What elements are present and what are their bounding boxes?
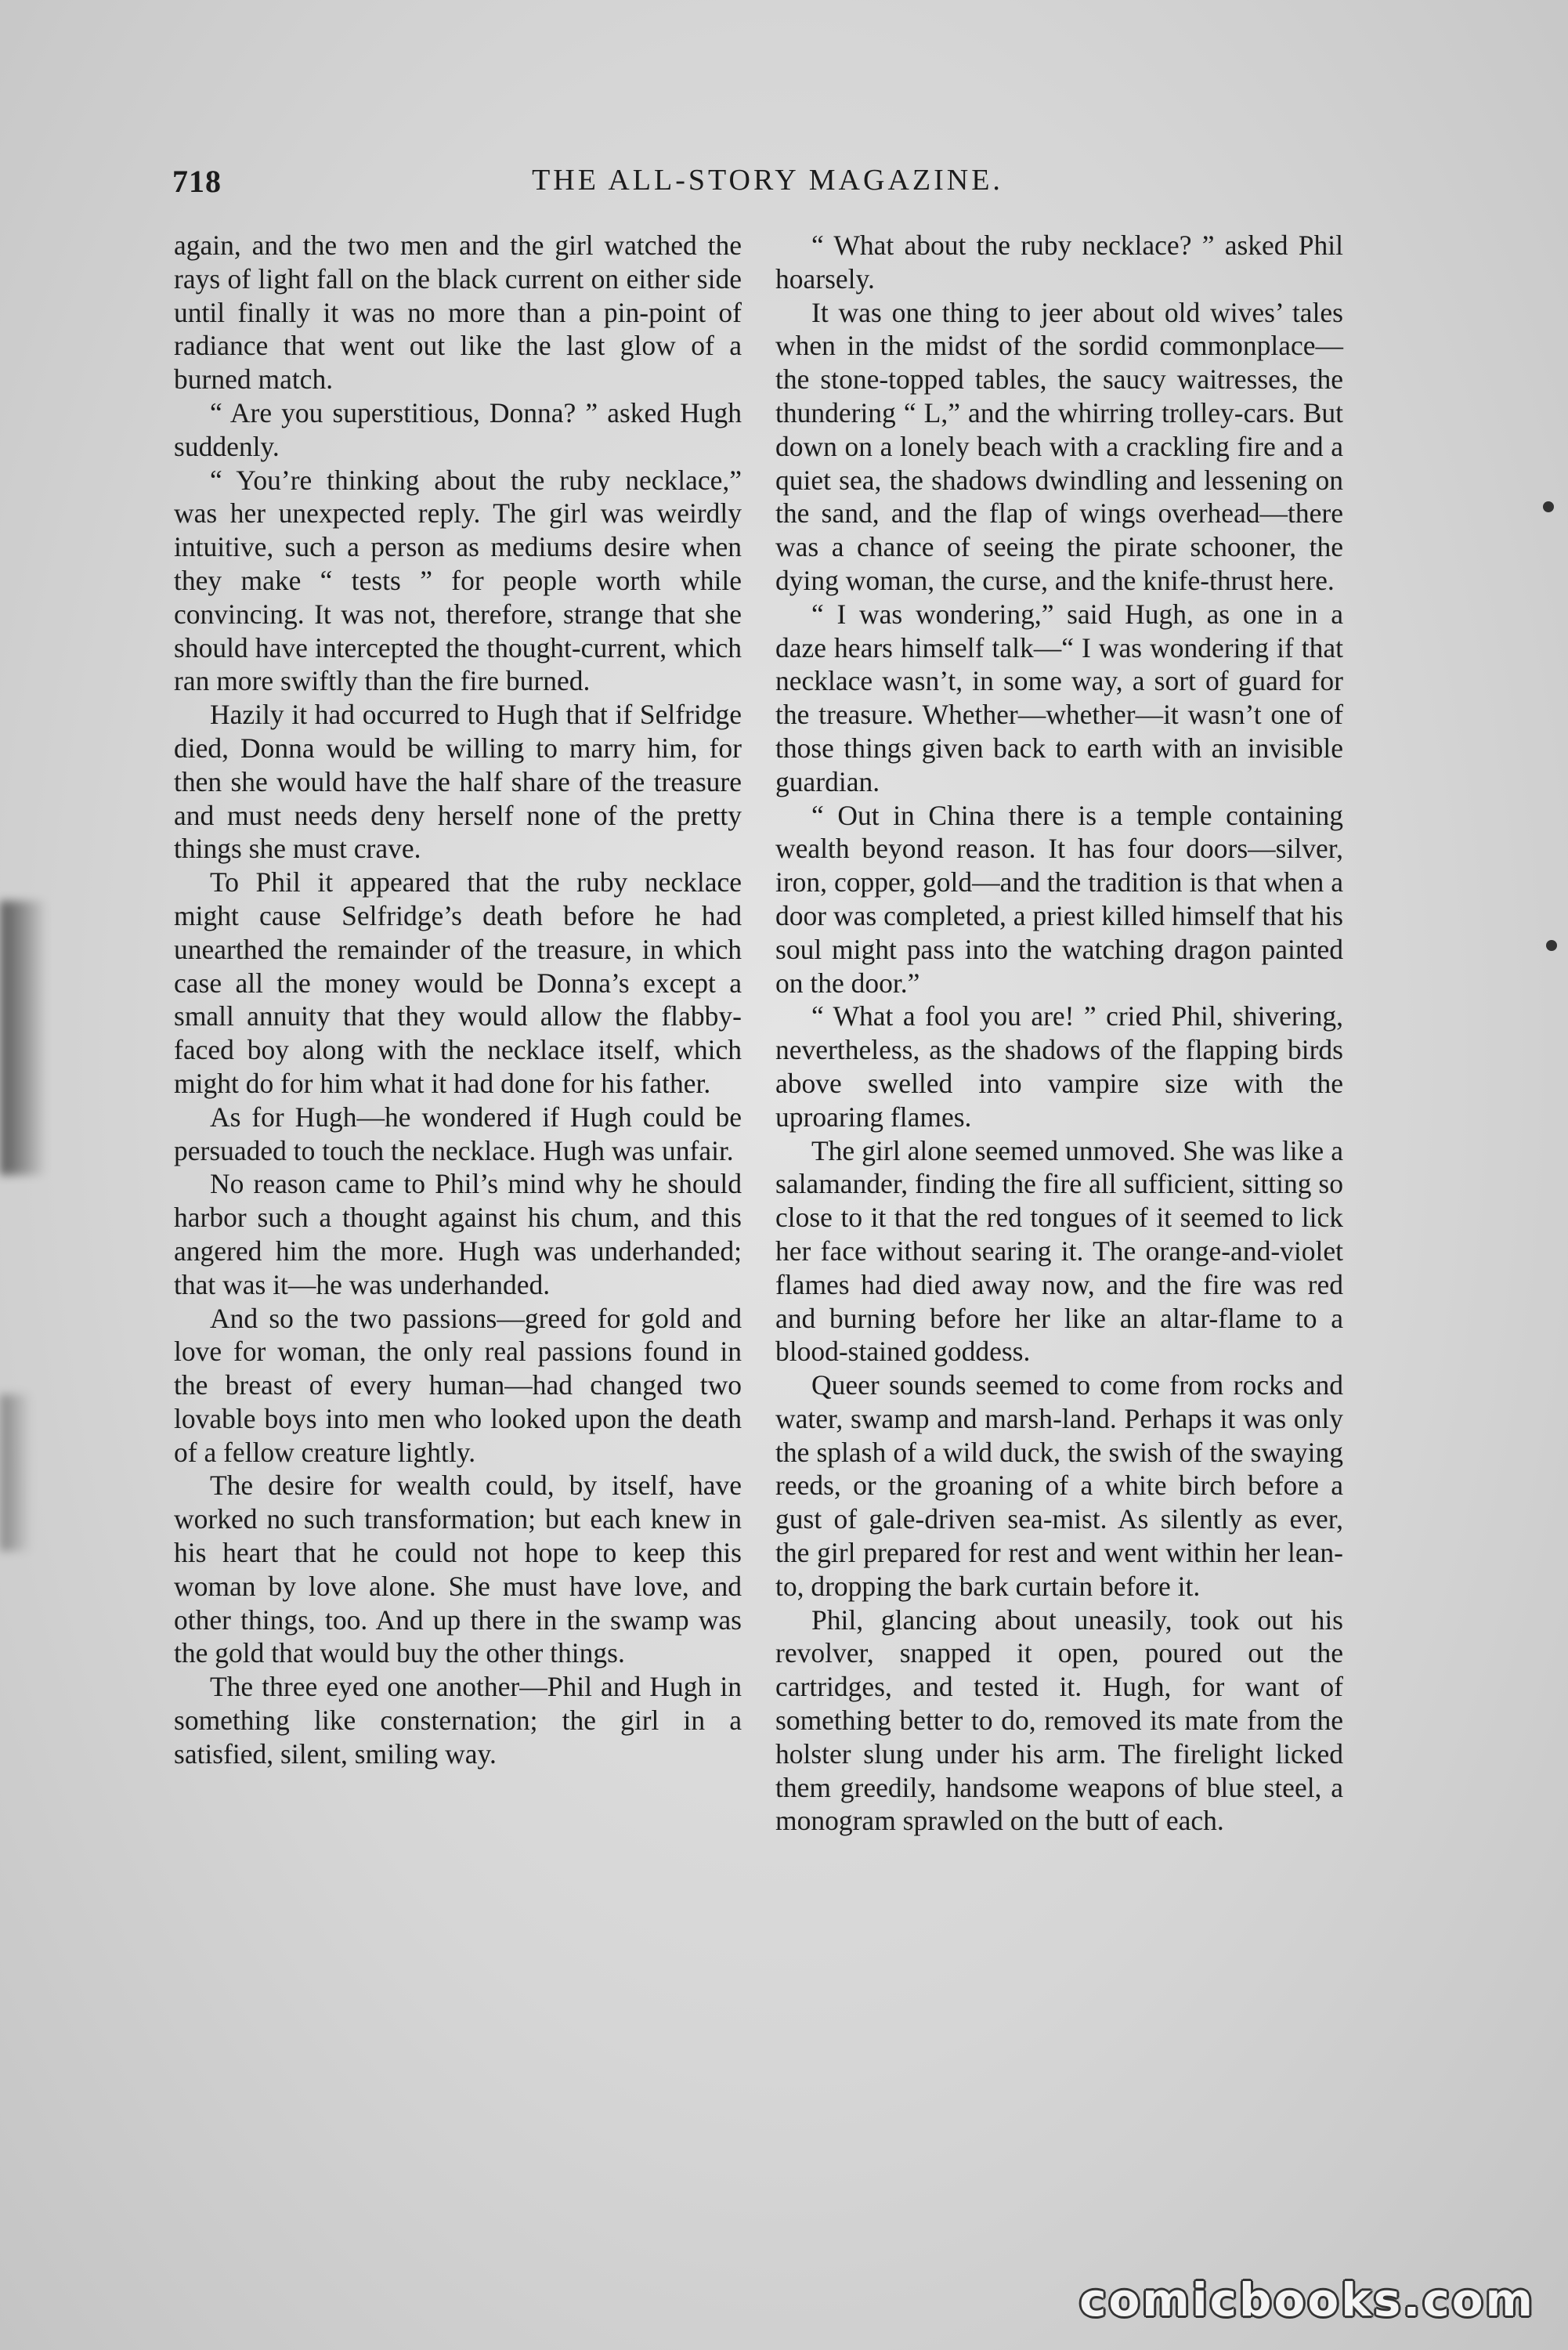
page-number: 718 bbox=[172, 164, 222, 199]
page-header bbox=[172, 163, 1363, 210]
paragraph: “ You’re thinking about the ruby necklace,” was her unexpected reply. The girl was weirdly intuitive, such a person as mediums desire when they make “ tests ” for people worth while convincing. It was not, therefore, strange that she should have intercepted the thought-current, which ran more swiftly than the fire burned. bbox=[174, 464, 742, 697]
paragraph: “ What about the ruby necklace? ” asked Phil hoarsely. bbox=[775, 230, 1343, 295]
paragraph: Queer sounds seemed to come from rocks and water, swamp and marsh-land. Perhaps it was only the splash of a wild duck, the swish of the swaying reeds, or the groaning of a white birch before a gust of gale-driven sea-mist. As silently as ever, the girl prepared for rest and went within her lean-to, dropping the bark curtain before it. bbox=[775, 1369, 1343, 1602]
binding-hole bbox=[1543, 501, 1554, 512]
paragraph: The desire for wealth could, by itself, have worked no such transformation; but each knew in his heart that he could not hope to keep this woman by love alone. She must have love, and other things, too. And up there in the swamp was the gold that would buy the other things. bbox=[174, 1470, 742, 1669]
right-column bbox=[775, 229, 1343, 1838]
page-stain bbox=[0, 901, 47, 1175]
paragraph: “ What a fool you are! ” cried Phil, shivering, nevertheless, as the shadows of the flapping birds above swelled into vampire size with the uproaring flames. bbox=[775, 1000, 1343, 1133]
paragraph: again, and the two men and the girl watched the rays of light fall on the black current on either side until finally it was no more than a pin-point of radiance that went out like the last glow of a burned match. bbox=[174, 230, 742, 396]
paragraph: To Phil it appeared that the ruby necklace might cause Selfridge’s death before he had unearthed the remainder of the treasure, in which case all the money would be Donna’s except a small annuity that they would allow the flabby-faced boy along with the necklace itself, which might do for him what it had done for his father. bbox=[174, 866, 742, 1099]
left-column bbox=[174, 229, 742, 1771]
paragraph: Phil, glancing about uneasily, took out his revolver, snapped it open, poured out the cartridges, and tested it. Hugh, for want of something better to do, removed its mate from the holster slung under his arm. The firelight licked them greedily, handsome weapons of blue steel, a monogram sprawled on the butt of each. bbox=[775, 1603, 1343, 1837]
page-stain-lower bbox=[0, 1394, 31, 1551]
paragraph: And so the two passions—greed for gold and love for woman, the only real passions found in the breast of every human—had changed two lovable boys into men who looked upon the death of a fellow creature lightly. bbox=[174, 1302, 742, 1468]
paragraph: The girl alone seemed unmoved. She was like a salamander, finding the fire all sufficient, sitting so close to it that the red tongues of it seemed to lick her face without searing it. The orange-and-violet flames had died away now, and the fire was red and burning before her like an altar-flame to a blood-stained goddess. bbox=[775, 1134, 1343, 1368]
paragraph: The three eyed one another—Phil and Hugh in something like consternation; the girl in a satisfied, silent, smiling way. bbox=[174, 1671, 742, 1770]
running-title: THE ALL-STORY MAGAZINE. bbox=[532, 164, 1003, 197]
binding-hole bbox=[1546, 940, 1557, 951]
paragraph: As for Hugh—he wondered if Hugh could be persuaded to touch the necklace. Hugh was unfair. bbox=[174, 1101, 742, 1166]
paragraph: It was one thing to jeer about old wives’ tales when in the midst of the sordid commonplace—the stone-topped tables, the saucy waitresses, the thundering “ L,” and the whirring trolley-cars. But down on a lonely beach with a crackling fire and a quiet sea, the shadows dwindling and lessening on the sand, and the flap of wings overhead—there was a chance of seeing the pirate schooner, the dying woman, the curse, and the knife-thrust here. bbox=[775, 296, 1343, 596]
paragraph: No reason came to Phil’s mind why he should harbor such a thought against his chum, and this angered him the more. Hugh was underhanded; that was it—he was underhanded. bbox=[174, 1168, 742, 1300]
paragraph: “ Are you superstitious, Donna? ” asked Hugh suddenly. bbox=[174, 396, 742, 462]
paragraph: “ I was wondering,” said Hugh, as one in a daze hears himself talk—“ I was wondering if that necklace wasn’t, in some way, a sort of guard for the treasure. Whether—whether—it wasn’t one of those things given back to earth with an invisible guardian. bbox=[775, 598, 1343, 797]
paragraph: Hazily it had occurred to Hugh that if Selfridge died, Donna would be willing to marry him, for then she would have the half share of the treasure and must needs deny herself none of the pretty things she must crave. bbox=[174, 699, 742, 865]
paragraph: “ Out in China there is a temple containing wealth beyond reason. It has four doors—silver, iron, copper, gold—and the tradition is that when a door was completed, a priest killed himself that his soul might pass into the watching dragon painted on the door.” bbox=[775, 799, 1343, 999]
watermark: comicbooks.com bbox=[1079, 2273, 1535, 2326]
